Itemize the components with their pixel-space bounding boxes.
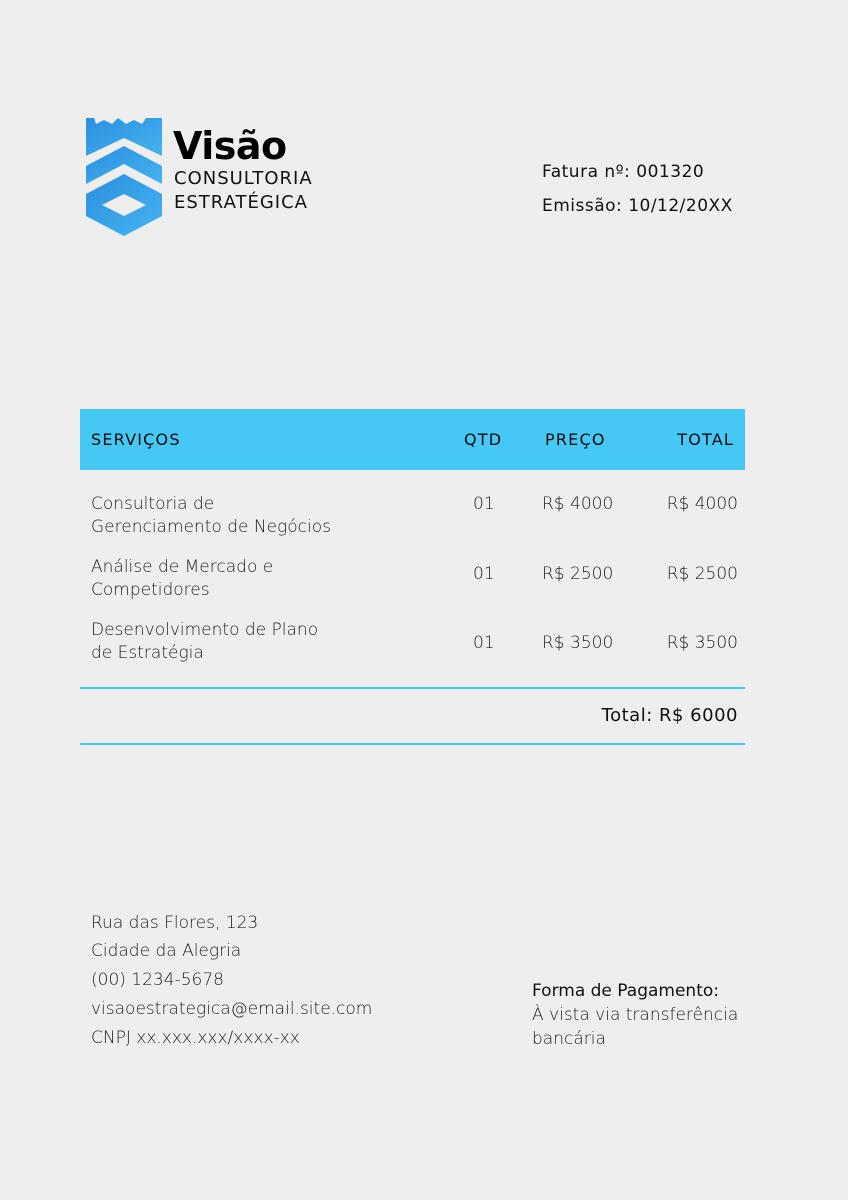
service-name: Consultoria de Gerenciamento de Negócios bbox=[91, 494, 331, 537]
header-qty: QTD bbox=[464, 430, 503, 449]
invoice-issue-date: Emissão: 10/12/20XX bbox=[542, 196, 733, 216]
brand-name: Visão bbox=[173, 124, 287, 168]
header-total: TOTAL bbox=[677, 430, 734, 449]
header-price: PREÇO bbox=[545, 430, 606, 449]
logo-shield-icon bbox=[84, 116, 164, 238]
address-city: Cidade da Alegria bbox=[91, 941, 242, 961]
table-row bbox=[80, 556, 745, 606]
payment-method-line2: bancária bbox=[532, 1029, 606, 1049]
grand-total: Total: R$ 6000 bbox=[601, 705, 738, 726]
service-name: Análise de Mercado e Competidores bbox=[91, 557, 274, 600]
table-row bbox=[80, 493, 745, 543]
invoice-number: Fatura nº: 001320 bbox=[542, 162, 705, 182]
price: R$ 4000 bbox=[542, 494, 614, 514]
qty: 01 bbox=[473, 494, 495, 514]
qty: 01 bbox=[473, 633, 495, 653]
price: R$ 3500 bbox=[542, 633, 614, 653]
email: visaoestrategica@email.site.com bbox=[91, 999, 373, 1019]
phone: (00) 1234-5678 bbox=[91, 970, 224, 990]
table-header bbox=[80, 409, 745, 470]
address-street: Rua das Flores, 123 bbox=[91, 913, 259, 933]
price: R$ 2500 bbox=[542, 564, 614, 584]
qty: 01 bbox=[473, 564, 495, 584]
divider bbox=[80, 687, 745, 689]
line-total: R$ 3500 bbox=[666, 633, 738, 653]
line-total: R$ 2500 bbox=[666, 564, 738, 584]
brand-tagline-line2: ESTRATÉGICA bbox=[174, 192, 308, 213]
service-name: Desenvolvimento de Plano de Estratégia bbox=[91, 620, 319, 663]
payment-method-line1: À vista via transferência bbox=[532, 1005, 739, 1025]
divider bbox=[80, 743, 745, 745]
table-body bbox=[80, 493, 745, 683]
header-services: SERVIÇOS bbox=[91, 430, 181, 449]
payment-title: Forma de Pagamento: bbox=[532, 981, 719, 1001]
table-row bbox=[80, 619, 745, 669]
cnpj: CNPJ xx.xxx.xxx/xxxx-xx bbox=[91, 1028, 300, 1048]
line-total: R$ 4000 bbox=[666, 494, 738, 514]
brand-tagline-line1: CONSULTORIA bbox=[174, 168, 313, 189]
